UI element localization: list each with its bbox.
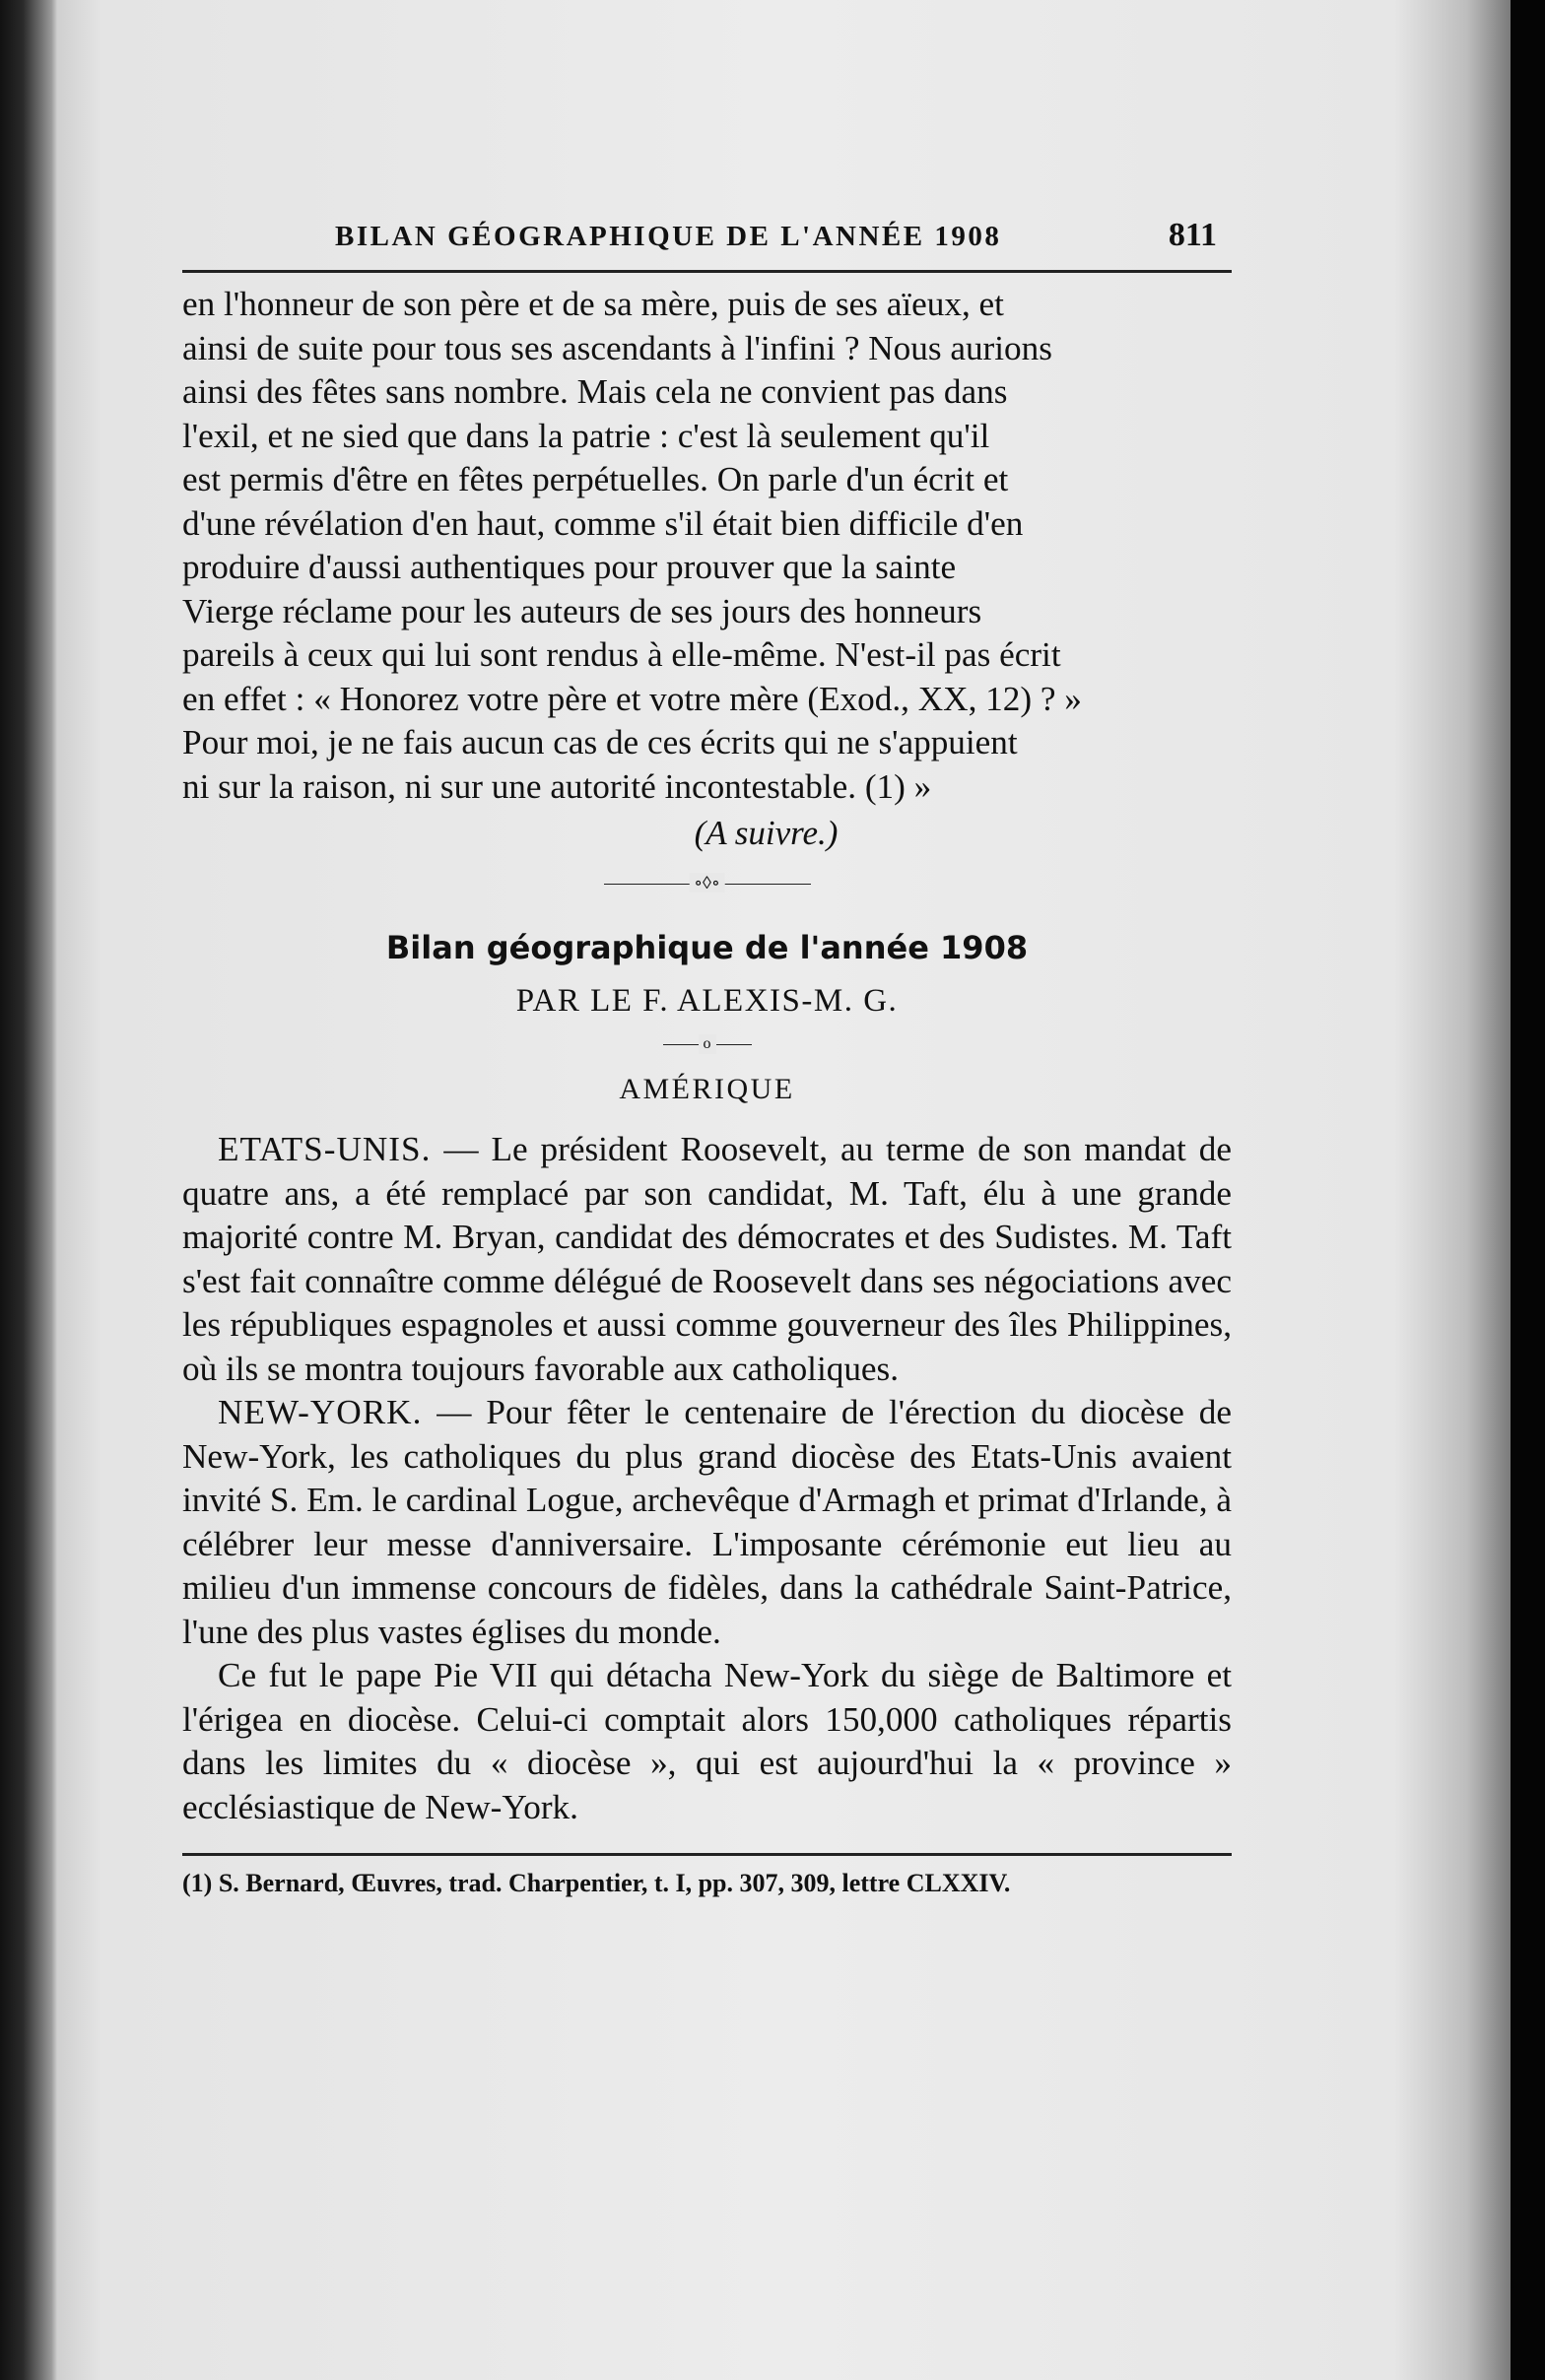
text-line: en l'honneur de son père et de sa mère, puis de ses aïeux, et xyxy=(182,285,1004,323)
page-number: 811 xyxy=(1168,217,1217,253)
article-byline: PAR LE F. ALEXIS-M. G. xyxy=(515,983,899,1019)
text-line: ainsi de suite pour tous ses ascendants à l'infini ? Nous aurions xyxy=(182,328,1052,367)
text-line: est permis d'être en fêtes perpétuelles. On parle d'un écrit et xyxy=(182,460,1009,498)
facing-page-edge xyxy=(0,0,57,2380)
paragraph-etats-unis xyxy=(182,1128,1232,1391)
paragraph-text: — Pour fêter le centenaire de l'érection du diocèse de New-York, les catholiques du plus grand diocèse des Etats-Unis avaient invité S. Em. le cardinal Logue, archevêque d'Armagh et primat d'Irlande, à célébrer leur messe d'anniversaire. L'imposante cérémonie eut lieu au milieu d'un immense concours de fidèles, dans la cathédrale Saint-Patrice, l'une des plus vastes églises du monde. xyxy=(182,1393,1232,1651)
section-heading: AMÉRIQUE xyxy=(619,1073,795,1105)
footnote: (1) S. Bernard, Œuvres, trad. Charpentier, t. I, pp. 307, 309, lettre CLXXIV. xyxy=(182,1869,1011,1897)
text-line: d'une révélation d'en haut, comme s'il était bien difficile d'en xyxy=(182,503,1024,543)
page-shadow xyxy=(1511,0,1545,2380)
text-line: ainsi des fêtes sans nombre. Mais cela ne convient pas dans xyxy=(182,372,1008,411)
ornament-glyph: ∘◊∘ xyxy=(689,873,725,892)
paragraph-lead: ETATS-UNIS. xyxy=(218,1130,432,1168)
paragraph-text: Ce fut le pape Pie VII qui détacha New-York du siège de Baltimore et l'érigea en diocèse. Celui-ci comptait alors 150,000 catholiques répartis dans les limites du « diocèse », qui est aujourd'hui la « province » ecclésiastique de New-York. xyxy=(182,1656,1232,1826)
text-line: produire d'aussi authentiques pour prouver que la sainte xyxy=(182,548,957,586)
paragraph-lead: NEW-YORK. xyxy=(218,1393,423,1431)
text-line: l'exil, et ne sied que dans la patrie : c'est là seulement qu'il xyxy=(182,416,990,455)
title-ornament xyxy=(663,1035,752,1059)
continuation-text xyxy=(182,283,1232,809)
running-title: BILAN GÉOGRAPHIQUE DE L'ANNÉE 1908 xyxy=(335,221,1002,252)
paragraph-pie-vii xyxy=(182,1654,1232,1829)
text-line: Vierge réclame pour les auteurs de ses jours des honneurs xyxy=(182,591,982,630)
page-content xyxy=(182,209,1232,1903)
paragraph-text: — Le président Roosevelt, au terme de son mandat de quatre ans, a été remplacé par son candidat, M. Taft, élu à une grande majorité contre M. Bryan, candidat des démocrates et des Sudistes. M. Taft s'est fait connaître comme délégué de Roosevelt dans ses négociations avec les républiques espagnoles et aussi comme gouverneur des îles Philippines, où ils se montra toujours favorable aux catholiques. xyxy=(182,1130,1232,1388)
text-line: ni sur la raison, ni sur une autorité incontestable. (1) » xyxy=(182,766,932,806)
text-line: Pour moi, je ne fais aucun cas de ces écrits qui ne s'appuient xyxy=(182,723,1018,761)
header-rule xyxy=(182,270,1232,273)
text-line: pareils à ceux qui lui sont rendus à elle-même. N'est-il pas écrit xyxy=(182,635,1061,674)
ornament-glyph: o xyxy=(699,1034,716,1054)
to-follow-note: (A suivre.) xyxy=(694,814,839,852)
paragraph-new-york xyxy=(182,1391,1232,1654)
section-ornament xyxy=(604,873,811,904)
text-line: en effet : « Honorez votre père et votre mère (Exod., XX, 12) ? » xyxy=(182,679,1082,718)
running-head xyxy=(182,209,1232,260)
footnote-rule xyxy=(182,1853,1232,1856)
article-title: Bilan géographique de l'année 1908 xyxy=(385,929,1029,966)
